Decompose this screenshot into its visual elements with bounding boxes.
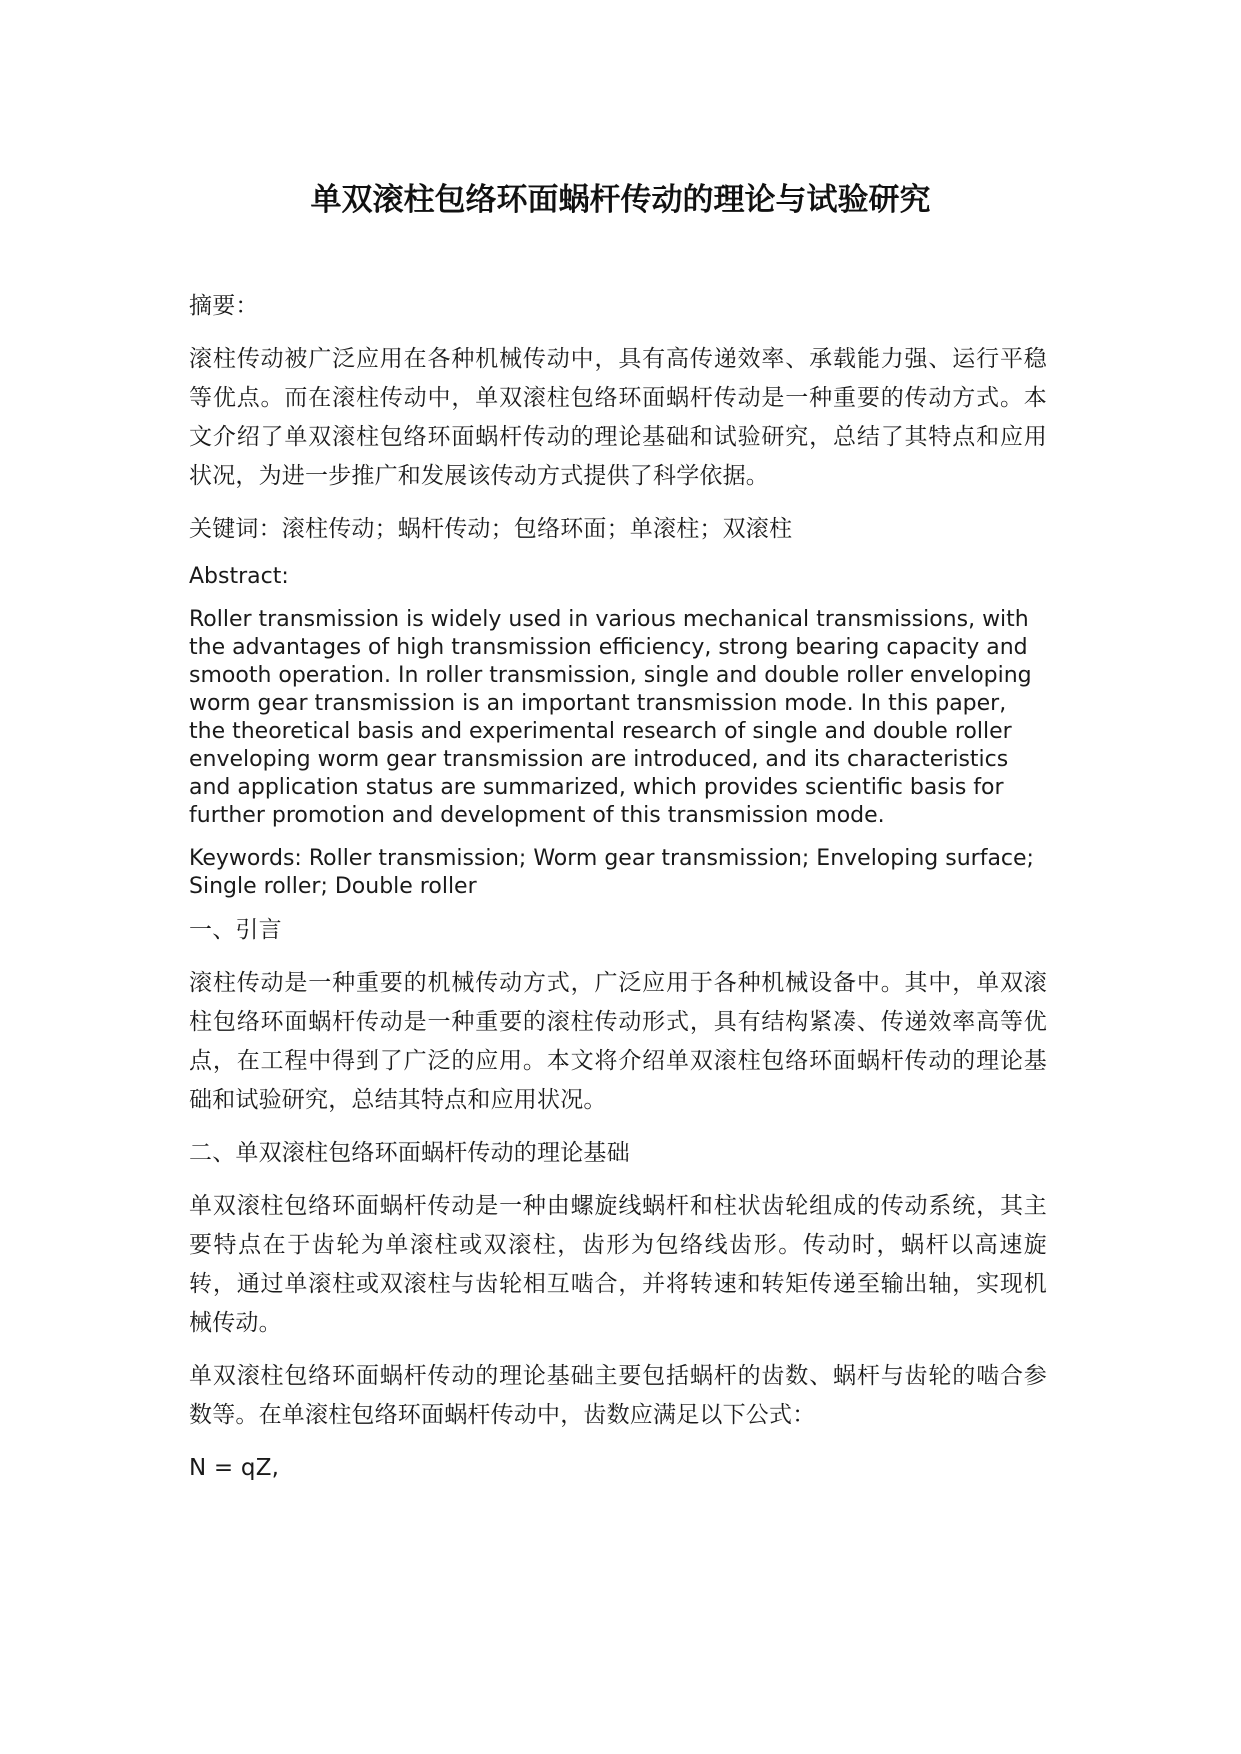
formula: N = qZ, <box>189 1455 280 1481</box>
abstract-en-text: Roller transmission is widely used in various mechanical transmissions, with the advantages of high transmission efficiency, strong bearing capacity and smooth operation. In roller transmission, single and double roller enveloping worm gear transmission is an important transmission mode. In this paper, the theoretical basis and experimental research of single and double roller enveloping worm gear transmission are introduced, and its characteristics and application status are summarized, which provides scientific basis for further promotion and development of this transmission mode. <box>189 607 1032 828</box>
abstract-zh-label: 摘要： <box>189 293 259 319</box>
keywords-en: Keywords: Roller transmission; Worm gear transmission; Enveloping surface; Single roller; Double roller <box>189 846 1034 899</box>
section1-text: 滚柱传动是一种重要的机械传动方式，广泛应用于各种机械设备中。其中，单双滚柱包络环面蜗杆传动是一种重要的滚柱传动形式，具有结构紧凑、传递效率高等优点，在工程中得到了广泛的应用。本文将介绍单双滚柱包络环面蜗杆传动的理论基础和试验研究，总结其特点和应用状况。 <box>189 970 1047 1113</box>
abstract-zh-text: 滚柱传动被广泛应用在各种机械传动中，具有高传递效率、承载能力强、运行平稳等优点。而在滚柱传动中，单双滚柱包络环面蜗杆传动是一种重要的传动方式。本文介绍了单双滚柱包络环面蜗杆传动的理论基础和试验研究，总结了其特点和应用状况，为进一步推广和发展该传动方式提供了科学依据。 <box>189 346 1047 489</box>
section2-paragraph-2: 单双滚柱包络环面蜗杆传动的理论基础主要包括蜗杆的齿数、蜗杆与齿轮的啮合参数等。在单滚柱包络环面蜗杆传动中，齿数应满足以下公式： <box>189 1363 1047 1428</box>
section1-heading: 一、引言 <box>189 917 282 943</box>
section2-heading: 二、单双滚柱包络环面蜗杆传动的理论基础 <box>189 1140 630 1166</box>
keywords-zh: 关键词：滚柱传动；蜗杆传动；包络环面；单滚柱；双滚柱 <box>189 516 793 542</box>
document-title: 单双滚柱包络环面蜗杆传动的理论与试验研究 <box>310 182 931 218</box>
abstract-en-label: Abstract: <box>189 564 289 589</box>
document-body <box>189 287 1047 1488</box>
section2-paragraph-1: 单双滚柱包络环面蜗杆传动是一种由螺旋线蜗杆和柱状齿轮组成的传动系统，其主要特点在于齿轮为单滚柱或双滚柱，齿形为包络线齿形。传动时，蜗杆以高速旋转，通过单滚柱或双滚柱与齿轮相互啮合，并将转速和转矩传递至输出轴，实现机械传动。 <box>189 1193 1047 1336</box>
